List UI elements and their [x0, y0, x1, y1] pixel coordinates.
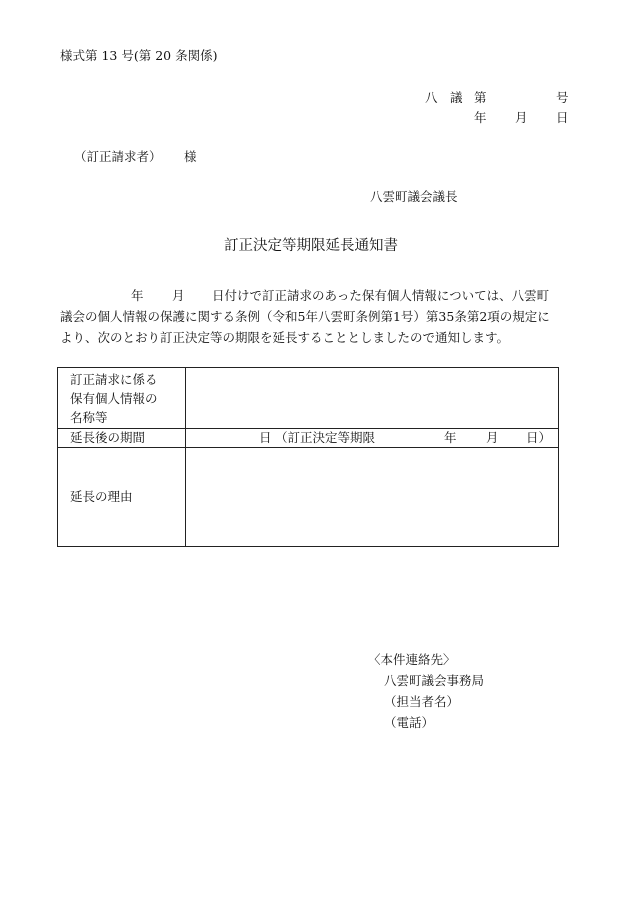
date-day: 日 — [556, 110, 569, 125]
body-line-3: より、次のとおり訂正決定等の期限を延長することとしましたので通知します。 — [60, 330, 510, 345]
doc-number-char-4: 号 — [556, 90, 569, 105]
period-month: 月 — [486, 430, 499, 445]
recipient-honorific: 様 — [184, 149, 197, 164]
contact-office: 八雲町議会事務局 — [384, 673, 485, 688]
sender: 八雲町議会議長 — [370, 189, 458, 204]
info-name-label — [58, 368, 186, 429]
contact-person: （担当者名） — [384, 694, 460, 709]
period-value — [186, 429, 559, 448]
doc-number-char-3: 第 — [474, 90, 487, 105]
date-month: 月 — [515, 110, 528, 125]
period-close: 日） — [526, 430, 552, 445]
body-line-2: 議会の個人情報の保護に関する条例（令和5年八雲町条例第1号）第35条第2項の規定に — [60, 309, 550, 324]
reason-value — [186, 448, 559, 547]
info-name-label-line-1: 訂正請求に係る — [70, 371, 158, 387]
body-year: 年 — [131, 288, 144, 303]
recipient: （訂正請求者） — [74, 149, 162, 164]
table-row — [58, 429, 559, 448]
reason-label: 延長の理由 — [58, 448, 186, 547]
body-month: 月 — [172, 288, 185, 303]
date-year: 年 — [474, 110, 487, 125]
info-name-value — [186, 368, 559, 429]
doc-number-char-2: 議 — [450, 90, 463, 105]
doc-number-char-1: 八 — [425, 90, 438, 105]
extension-table — [57, 367, 559, 547]
contact-phone: （電話） — [384, 715, 435, 730]
info-name-label-line-3: 名称等 — [70, 409, 108, 425]
document-title: 訂正決定等期限延長通知書 — [224, 238, 398, 254]
table-row — [58, 448, 559, 547]
period-year: 年 — [444, 430, 457, 445]
contact-heading: 〈本件連絡先〉 — [368, 652, 456, 667]
period-day: 日 — [259, 430, 272, 445]
period-deadline-open: （訂正決定等期限 — [275, 430, 376, 445]
form-number: 様式第 13 号(第 20 条関係) — [60, 48, 218, 63]
period-label: 延長後の期間 — [58, 429, 186, 448]
info-name-label-line-2: 保有個人情報の — [70, 390, 158, 406]
body-line-1: 日付けで訂正請求のあった保有個人情報については、八雲町 — [212, 288, 550, 303]
table-row — [58, 368, 559, 429]
